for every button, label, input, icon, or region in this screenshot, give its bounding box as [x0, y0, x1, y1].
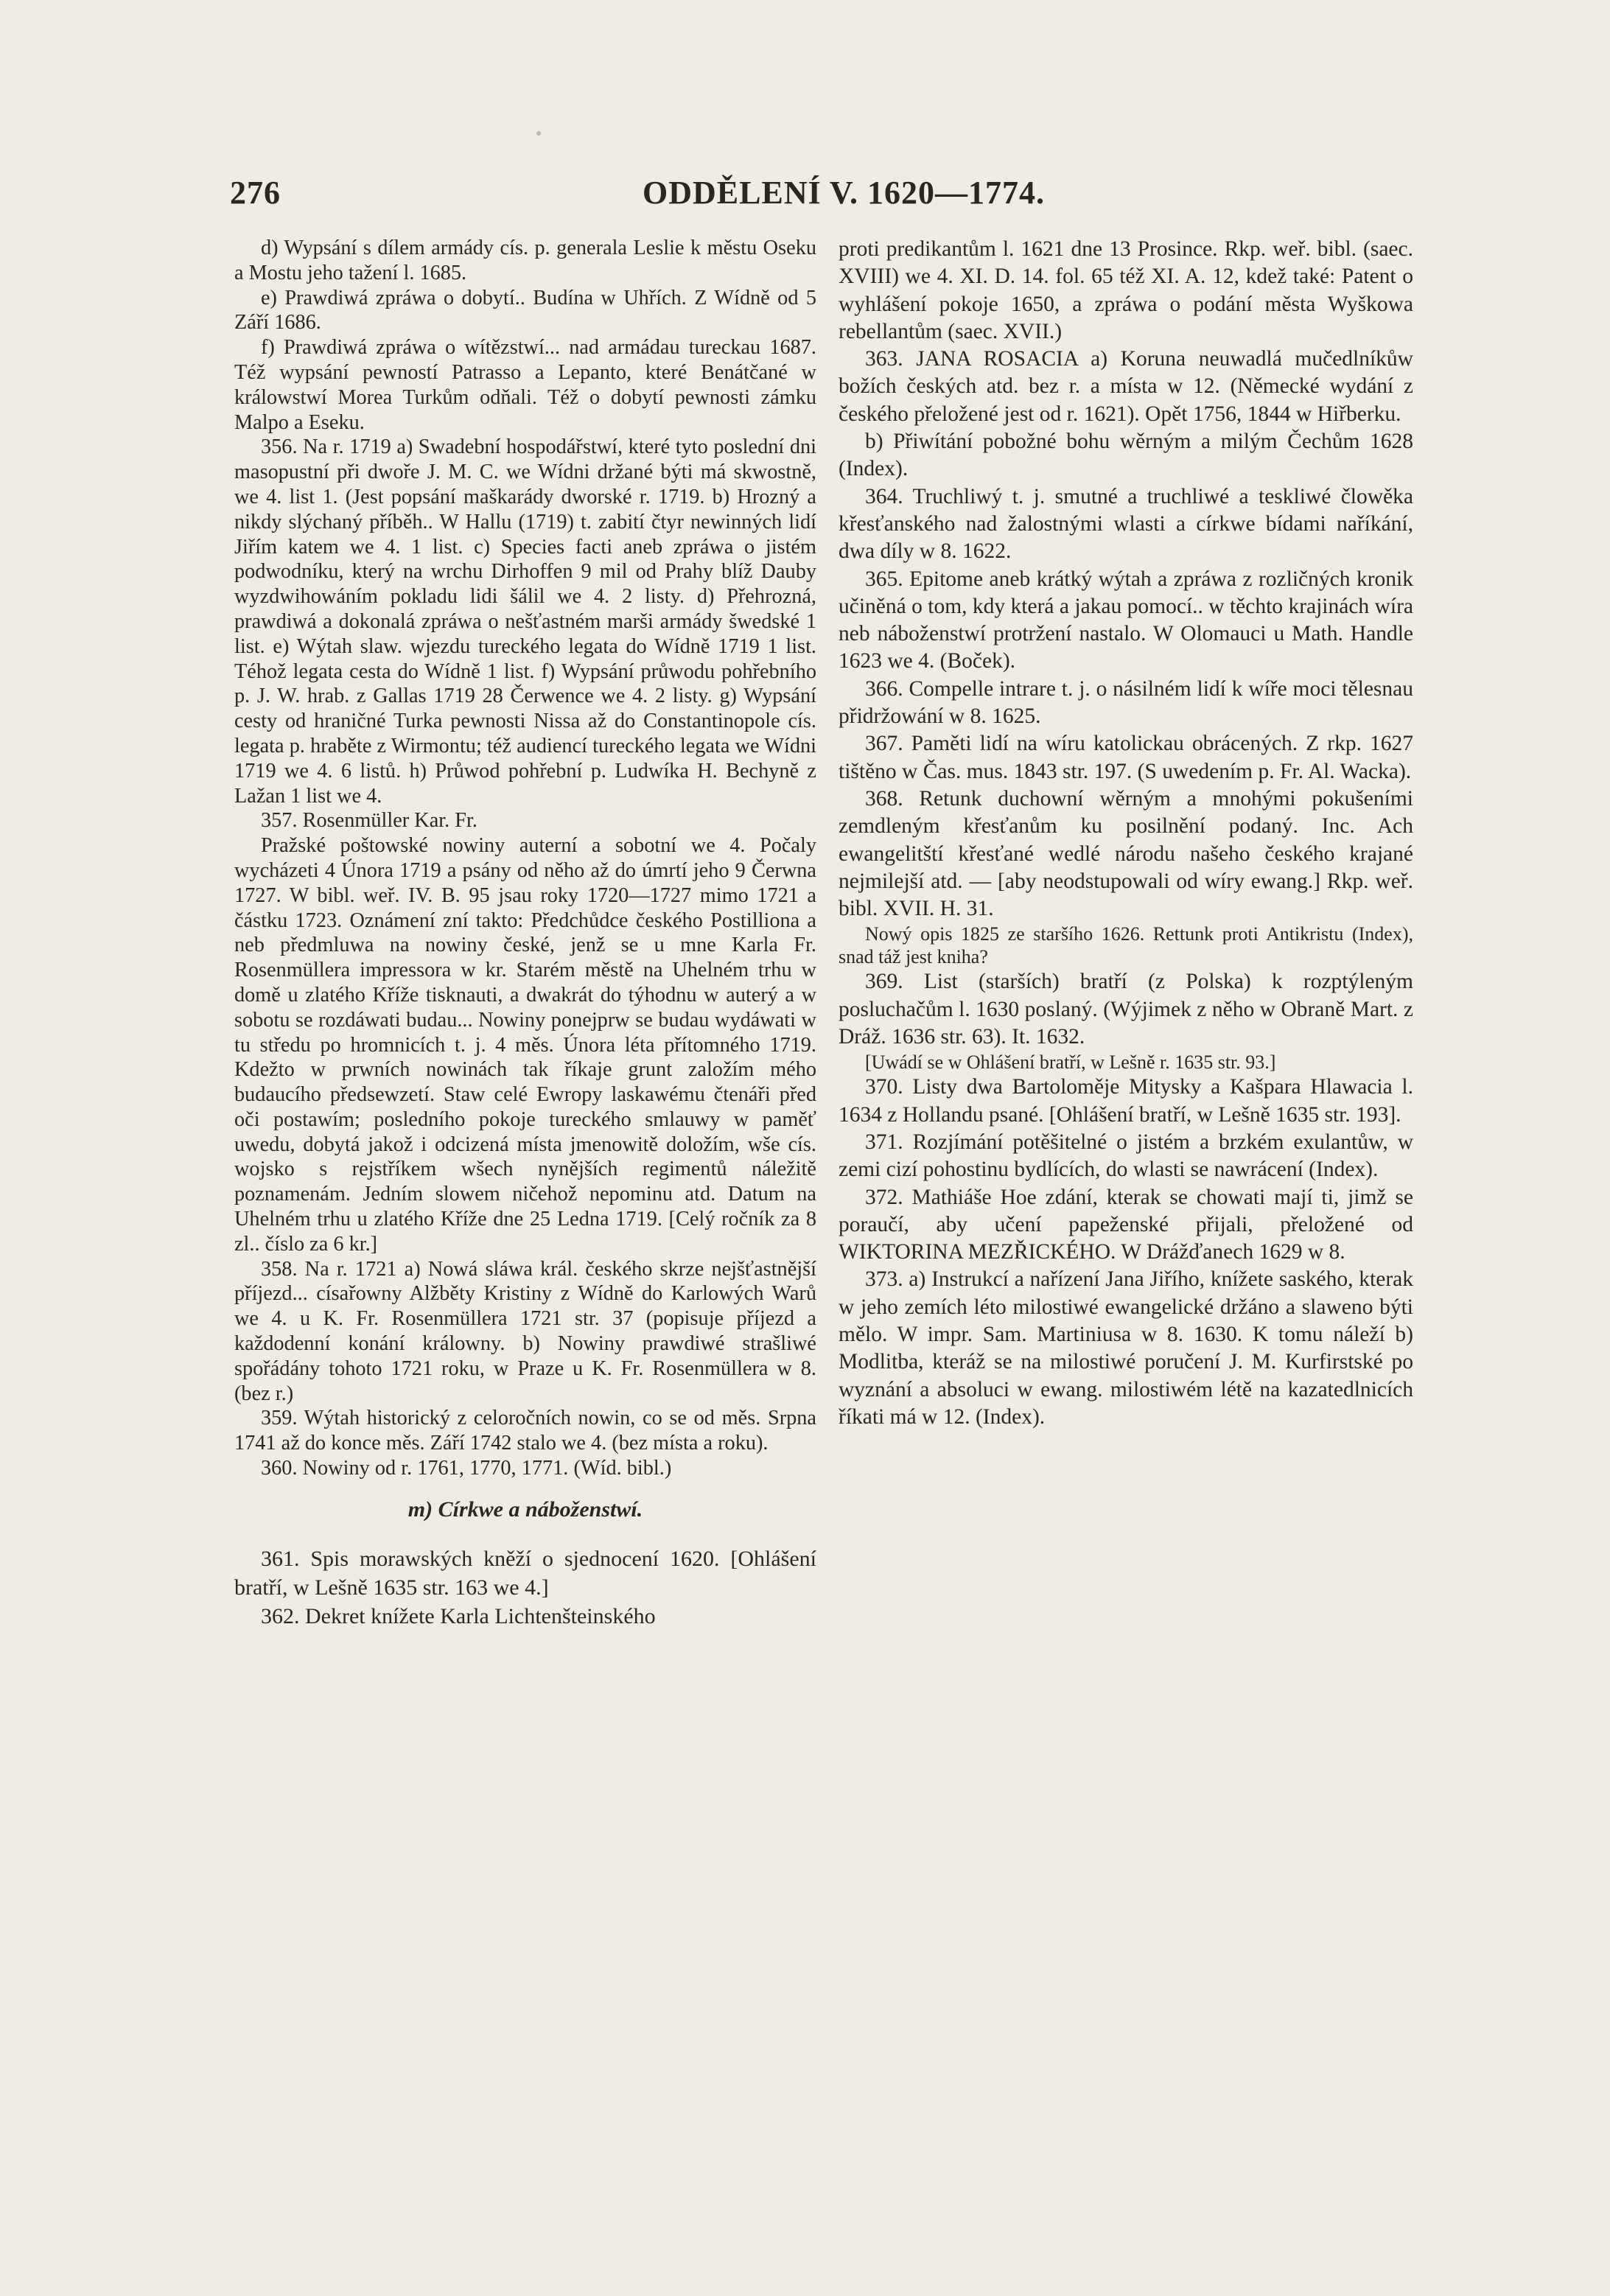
- entry-366: 366. Compelle intrare t. j. o násilném lidí k wíře moci tělesnau přidržowání w 8. 1625.: [839, 676, 1413, 729]
- entry-356: 356. Na r. 1719 a) Swadební hospodářstwí, které tyto poslední dni masopustní při dwoře J. M. C. we Wídni držané býti má skwostně, we 4. list 1. (Jest popsání maškarády dworské r. 1719. b) Hrozný a nikdy slýchaný příběh.. W Hallu (1719) t. zabití čtyr newinných lidí Jiřím katem we 4. 1 list. c) Species facti aneb zpráwa o jistém podwodníku, který na wrchu Dirhoffen 9 mil od Prahy blíž Dauby wyzdwihowáním pokladu lidi šálil we 4. 2 listy. d) Přehrozná, prawdiwá a dokonalá zpráwa o nešťastném marši armády šwedské 1 list. e) Wýtah slaw. wjezdu tureckého legata do Wídně 1719 1 list. Téhož legata cesta do Wídně 1 list. f) Wypsání průwodu pohřebního p. J. W. hrab. z Gallas 1719 28 Čerwence we 4. 2 listy. g) Wypsání cesty od hraničné Turka pewnosti Nissa až do Constantinopole cís. legata p. hraběte z Wirmontu; též audiencí tureckého legata we Wídni 1719 we 4. 6 listů. h) Průwod pohřební p. Ludwíka H. Bechyně z Lažan 1 list we 4.: [234, 435, 816, 808]
- section-heading: m) Církwe a náboženstwí.: [407, 1497, 643, 1522]
- left-column: [234, 236, 816, 1631]
- right-column: [839, 236, 1413, 1431]
- entry-paragraph: e) Prawdiwá zpráwa o dobytí.. Budína w Uhřích. Z Wídně od 5 Září 1686.: [234, 286, 816, 335]
- entry-359: 359. Wýtah historický z celoročních nowin, co se od měs. Srpna 1741 až do konce měs. Září 1742 stalo we 4. (bez místa a roku).: [234, 1407, 816, 1455]
- entry-369-note: [Uwádí se w Ohlášení bratří, w Lešně r. 1635 str. 93.]: [865, 1051, 1276, 1074]
- entry-357-body: Pražské poštowské nowiny auterní a sobotní we 4. Počaly wycházeti 4 Února 1719 a psány od něho až do úmrtí jeho 9 Čerwna 1727. W bibl. weř. IV. B. 95 jsau roky 1720—1727 mimo 1721 a částku 1723. Oznámení zní takto: Předchůdce českého Postilliona a neb předmluwa na nowiny české, jenž se u mne Karla Fr. Rosenmüllera impressora w kr. Starém městě na Uhelném trhu w domě u zlatého Kříže tisknauti, a dwakrát do týhodnu w auterý a w sobotu se rozdáwati budau... Nowiny ponejprw se budau wydáwati w tu středu po hromnicích t. j. 4 měs. Února léta přítomného 1719. Kdežto w prwních nowinách tak říkaje grunt založím mého budaucího předsewzetí. Staw celé Ewropy laskawému čtenáři před oči postawím; posledního pokoje tureckého smlauwy w paměť uwedu, dobytá jakož i odcizená místa jmenowitě doložím, wše cís. wojsko s rejstříkem wšech nynějších regimentů náležitě poznamenám. Jedním slowem ničehož nepominu atd. Datum na Uhelném trhu u zlatého Kříže dne 25 Ledna 1719. [Celý ročník za 8 zl.. číslo za 6 kr.]: [234, 834, 816, 1256]
- paper-speck: [536, 131, 541, 136]
- entry-372: 372. Mathiáše Hoe zdání, kterak se chowati mají ti, jimž se poraučí, aby učení papeženské přijali, přeložené od WIKTORINA MEZŘICKÉHO. W Drážďanech 1629 w 8.: [839, 1185, 1413, 1264]
- entry-371: 371. Rozjímání potěšitelné o jistém a brzkém exulantůw, w zemi cizí pohostinu bydlících, do wlasti se nawrácení (Index).: [839, 1130, 1413, 1182]
- entry-368: 368. Retunk duchowní wěrným a mnohými pokušeními zemdleným křesťanům ku posilnění podaný. Inc. Ach ewangelitští křesťané wedlé národu našeho českého krajané nejmilejší atd. — [aby neodstupowali od wíry ewang.] Rkp. weř. bibl. XVII. H. 31.: [839, 786, 1413, 921]
- entry-362: 362. Dekret knížete Karla Lichtenšteinského: [261, 1603, 656, 1628]
- page-number: 276: [230, 175, 281, 211]
- entry-paragraph: d) Wypsání s dílem armády cís. p. generala Leslie k městu Oseku a Mostu jeho tažení l. 1685.: [234, 237, 816, 284]
- entry-373: 373. a) Instrukcí a nařízení Jana Jiřího, knížete saského, kterak w jeho zemích léto milostiwé ewangelické držáno a slaweno býti mělo. W impr. Sam. Martiniusa w 8. 1630. K tomu náleží b) Modlitba, kteráž se na milostiwé poručení J. M. Kurfirstské po wyznání a absoluci w ewang. milostiwém létě na kazatedlnicích říkati má w 12. (Index).: [839, 1267, 1413, 1429]
- entry-364: 364. Truchliwý t. j. smutné a truchliwé a teskliwé člowěka křesťanského nad žalostnými wlasti a církwe bídami naříkání, dwa díly w 8. 1622.: [839, 484, 1413, 564]
- entry-362-continued: proti predikantům l. 1621 dne 13 Prosince. Rkp. weř. bibl. (saec. XVIII) we 4. XI. D. 14. fol. 65 též XI. A. 12, kdež také: Patent o wyhlášení pokoje 1650, a zpráwa o podání města Wyškowa rebellantům (saec. XVII.): [839, 237, 1413, 343]
- page-header: [230, 174, 1416, 218]
- entry-360: 360. Nowiny od r. 1761, 1770, 1771. (Wíd. bibl.): [261, 1457, 672, 1480]
- entry-363-b: b) Přiwítání pobožné bohu wěrným a milým Čechům 1628 (Index).: [839, 430, 1413, 481]
- entry-369: 369. List (starších) bratří (z Polska) k rozptýleným posluchačům l. 1630 poslaný. (Wýjimek z něho w Obraně Mart. z Dráž. 1636 str. 63). It. 1632.: [839, 970, 1413, 1049]
- entry-358: 358. Na r. 1721 a) Nowá sláwa král. českého skrze nejšťastnější příjezd... císařowny Alžběty Kristiny z Wídně do Karlowých Warů we 4. u K. Fr. Rosenmüllera 1721 str. 37 (popisuje příjezd a každodenní konání králowny. b) Nowiny prawdiwé strašliwé spořádány tohoto 1721 roku, w Praze u K. Fr. Rosenmüllera w 8. (bez r.): [234, 1257, 816, 1405]
- entry-370: 370. Listy dwa Bartoloměje Mitysky a Kašpara Hlawacia l. 1634 z Hollandu psané. [Ohlášení bratří, w Lešně 1635 str. 193].: [839, 1075, 1413, 1127]
- entry-368-note: Nowý opis 1825 ze staršího 1626. Rettunk proti Antikristu (Index), snad táž jest kniha?: [839, 923, 1413, 968]
- running-title: ODDĚLENÍ V. 1620—1774.: [643, 175, 1046, 211]
- entry-365: 365. Epitome aneb krátký wýtah a zpráwa z rozličných kronik učiněná o tom, kdy která a jakau pomocí.. w těchto krajinách wíra neb náboženstwí protržení nastalo. W Olomauci u Math. Handle 1623 we 4. (Boček).: [839, 567, 1413, 673]
- entry-paragraph: f) Prawdiwá zpráwa o wítězstwí... nad armádau tureckau 1687. Též wypsání pewností Patrasso a Lepanto, které Benátčané w králowstwí Morea Turkům odňali. Též o dobytí pewnosti zámku Malpo a Eseku.: [234, 336, 816, 434]
- entry-357-title: 357. Rosenmüller Kar. Fr.: [261, 809, 477, 833]
- entry-363: 363. JANA ROSACIA a) Koruna neuwadlá mučedlníkůw božích českých atd. bez r. a místa w 12. (Německé wydání z českého přeložené jest od r. 1621). Opět 1756, 1844 w Hiřberku.: [839, 347, 1413, 426]
- entry-367: 367. Paměti lidí na wíru katolickau obrácených. Z rkp. 1627 tištěno w Čas. mus. 1843 str. 197. (S uwedením p. Fr. Al. Wacka).: [839, 732, 1413, 783]
- entry-361: 361. Spis morawských kněží o sjednocení 1620. [Ohlášení bratří, w Lešně 1635 str. 163 we 4.]: [234, 1546, 816, 1600]
